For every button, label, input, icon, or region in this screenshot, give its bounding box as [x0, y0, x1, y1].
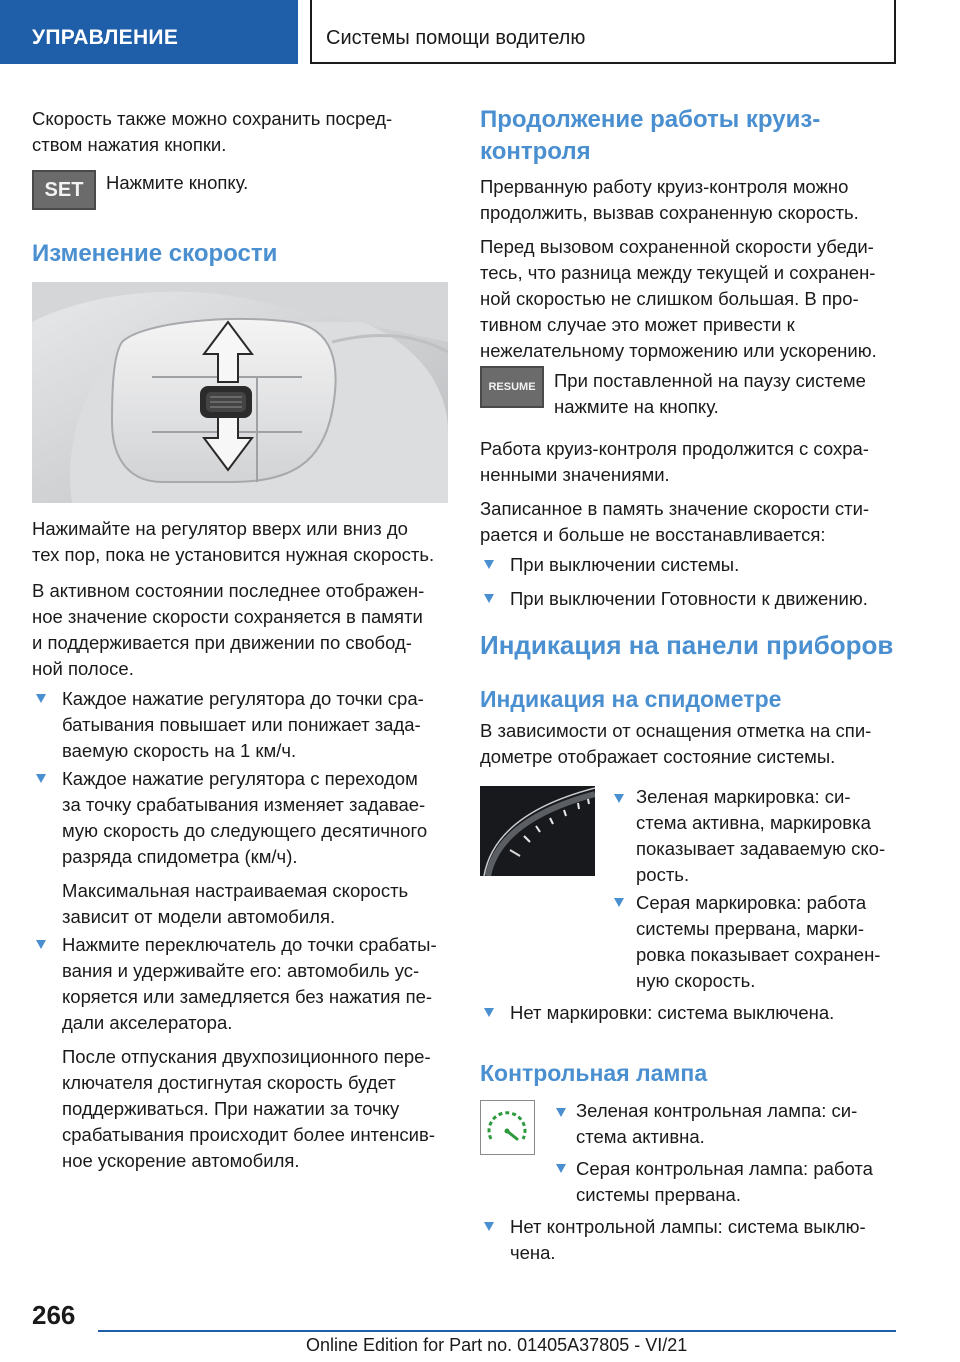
para2-line-3: и поддерживается при движении по свобод- [32, 632, 412, 653]
heading-speed-change: Изменение скорости [32, 240, 278, 267]
p5-line-2: дометре отображает состояние системы. [480, 746, 836, 767]
bullet-triangle-icon [36, 940, 46, 949]
para1-line-1: Нажимайте на регулятор вверх или вниз до [32, 518, 408, 539]
bullet3-line-1: Нажмите переключатель до точки срабаты- [62, 934, 437, 955]
set-button-icon [32, 170, 96, 210]
bullet3-note-line-2: ключателя достигнутая скорость будет [62, 1072, 396, 1093]
cruise-control-green-icon [481, 1101, 533, 1153]
lamp-bullet2-line-1: Серая контрольная лампа: работа [576, 1158, 873, 1179]
speedo-bullet2-line-2: системы прервана, марки- [636, 918, 865, 939]
p2-line-2: тесь, что разница между текущей и сохранен- [480, 262, 876, 283]
para2-line-4: ной полосе. [32, 658, 134, 679]
set-instruction: Нажмите кнопку. [106, 172, 249, 193]
speedometer-marking-image [480, 786, 595, 876]
p2-line-1: Перед вызовом сохраненной скорости убеди- [480, 236, 874, 257]
bullet3-line-3: коряется или замедляется без нажатия пе- [62, 986, 433, 1007]
resume-instruction-line-2: нажмите на кнопку. [554, 396, 719, 417]
bullet-triangle-icon [556, 1108, 566, 1117]
p1-line-2: продолжить, вызвав сохраненную скорость. [480, 202, 859, 223]
intro-line-1: Скорость также можно сохранить посред- [32, 108, 393, 129]
set-button-label: SET [44, 178, 84, 201]
heading-indicator-lamp: Контрольная лампа [480, 1060, 708, 1086]
bullet3-line-4: дали акселератора. [62, 1012, 233, 1033]
bullet2-note-line-2: зависит от модели автомобиля. [62, 906, 336, 927]
heading-resume-line-2: контроля [480, 138, 591, 165]
p2-line-5: нежелательному торможению или ускорению. [480, 340, 877, 361]
resume-button-icon [480, 366, 544, 408]
lamp-bullet1-line-1: Зеленая контрольная лампа: си- [576, 1100, 858, 1121]
bullet-triangle-icon [36, 774, 46, 783]
bullet-triangle-icon [484, 1008, 494, 1017]
resume-instruction-line-1: При поставленной на паузу системе [554, 370, 866, 391]
p3-line-1: Работа круиз-контроля продолжится с сохра- [480, 438, 869, 459]
bullet-triangle-icon [484, 1222, 494, 1231]
p2-line-3: ной скоростью не слишком большая. В про- [480, 288, 859, 309]
heading-indication: Индикация на панели приборов [480, 630, 894, 660]
bullet3-line-2: вания и удерживайте его: автомобиль ус- [62, 960, 420, 981]
bullet1-line-3: ваемую скорость на 1 км/ч. [62, 740, 297, 761]
bullet2-line-4: разряда спидометра (км/ч). [62, 846, 298, 867]
bullet1-line-1: Каждое нажатие регулятора до точки сра- [62, 688, 424, 709]
bullet3-note-line-3: поддерживаться. При нажатии за точку [62, 1098, 400, 1119]
speedo-bullet2-line-4: ную скорость. [636, 970, 756, 991]
heading-speedometer: Индикация на спидометре [480, 686, 782, 712]
bullet2-line-3: мую скорость до следующего десятичного [62, 820, 428, 841]
speedo-bullet3: Нет маркировки: система выключена. [510, 1002, 835, 1023]
heading-resume-line-1: Продолжение работы круиз- [480, 106, 821, 133]
section-title: УПРАВЛЕНИЕ [32, 26, 179, 49]
reset-bullet-2: При выключении Готовности к движению. [510, 588, 868, 609]
p2-line-4: тивном случае это может привести к [480, 314, 795, 335]
lamp-bullet3-line-2: чена. [510, 1242, 556, 1263]
reset-bullet-1: При выключении системы. [510, 554, 740, 575]
page-number: 266 [32, 1300, 76, 1330]
speedo-bullet1-line-1: Зеленая маркировка: си- [636, 786, 851, 807]
speedo-bullet1-line-4: рость. [636, 864, 690, 885]
bullet-triangle-icon [484, 594, 494, 603]
p3-line-2: ненными значениями. [480, 464, 670, 485]
speedo-bullet1-line-3: показывает задаваемую ско- [636, 838, 886, 859]
bullet3-note-line-4: срабатывания происходит более интенсив- [62, 1124, 435, 1145]
bullet3-note-line-5: ное ускорение автомобиля. [62, 1150, 300, 1171]
speedo-bullet2-line-1: Серая маркировка: работа [636, 892, 867, 913]
speedo-bullet2-line-3: ровка показывает сохранен- [636, 944, 881, 965]
section-tab [0, 0, 298, 64]
speedometer-arc-illustration [480, 786, 595, 876]
p4-line-2: рается и больше не восстанавливается: [480, 524, 826, 545]
bullet-triangle-icon [36, 694, 46, 703]
intro-line-2: ством нажатия кнопки. [32, 134, 227, 155]
lamp-bullet3-line-1: Нет контрольной лампы: система выклю- [510, 1216, 866, 1237]
steering-wheel-controls-photo [32, 282, 448, 503]
steering-wheel-illustration [32, 282, 448, 503]
para2-line-2: ное значение скорости сохраняется в памяти [32, 606, 423, 627]
chapter-title: Системы помощи водителю [326, 27, 586, 49]
edition-info: Online Edition for Part no. 01405A37805 - VI/21 [306, 1335, 688, 1355]
resume-button-label: RESUME [488, 381, 536, 393]
chapter-tab [310, 0, 896, 64]
bullet-triangle-icon [556, 1164, 566, 1173]
speedo-bullet1-line-2: стема активна, маркировка [636, 812, 871, 833]
bullet-triangle-icon [614, 794, 624, 803]
bullet-triangle-icon [484, 560, 494, 569]
lamp-bullet2-line-2: системы прервана. [576, 1184, 741, 1205]
bullet2-line-1: Каждое нажатие регулятора с переходом [62, 768, 418, 789]
bullet2-note-line-1: Максимальная настраиваемая скорость [62, 880, 409, 901]
para1-line-2: тех пор, пока не установится нужная скорость. [32, 544, 435, 565]
p4-line-1: Записанное в память значение скорости сти- [480, 498, 870, 519]
p5-line-1: В зависимости от оснащения отметка на спи- [480, 720, 872, 741]
para2-line-1: В активном состоянии последнее отображен- [32, 580, 425, 601]
lamp-bullet1-line-2: стема активна. [576, 1126, 705, 1147]
bullet3-note-line-1: После отпускания двухпозиционного пере- [62, 1046, 431, 1067]
p1-line-1: Прерванную работу круиз-контроля можно [480, 176, 849, 197]
bullet2-line-2: за точку срабатывания изменяет задавае- [62, 794, 426, 815]
bullet-triangle-icon [614, 898, 624, 907]
cruise-control-lamp-image [480, 1100, 535, 1155]
bullet1-line-2: батывания повышает или понижает зада- [62, 714, 421, 735]
footer-divider [98, 1330, 896, 1332]
